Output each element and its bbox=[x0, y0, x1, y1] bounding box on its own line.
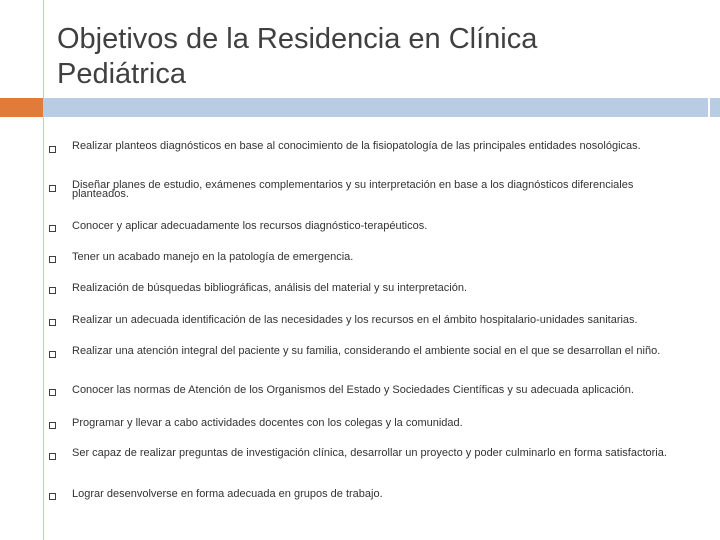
square-bullet-icon bbox=[49, 185, 56, 192]
square-bullet-icon bbox=[49, 453, 56, 460]
accent-blue-square bbox=[710, 98, 720, 117]
list-item-text: Realizar un adecuada identificación de las necesidades y los recursos en el ámbito hospitalario-unidades sanitarias. bbox=[72, 314, 638, 326]
list-item-text: Lograr desenvolverse en forma adecuada en grupos de trabajo. bbox=[72, 488, 383, 500]
square-bullet-icon bbox=[49, 351, 56, 358]
square-bullet-icon bbox=[49, 389, 56, 396]
list-item-text: Diseñar planes de estudio, exámenes complementarios y su interpretación en base a los diagnósticos diferenciales planteados. bbox=[72, 179, 634, 200]
list-item-text: Realizar planteos diagnósticos en base al conocimiento de la fisiopatología de las principales entidades nosológicas. bbox=[72, 140, 641, 152]
square-bullet-icon bbox=[49, 146, 56, 153]
square-bullet-icon bbox=[49, 225, 56, 232]
list-item-text: Realizar una atención integral del paciente y su familia, considerando el ambiente social en el que se desarrollan el niño. bbox=[72, 345, 661, 357]
accent-blue-bar bbox=[44, 98, 708, 117]
left-vertical-rule bbox=[43, 0, 44, 540]
square-bullet-icon bbox=[49, 287, 56, 294]
list-item-text: Realización de búsquedas bibliográficas, análisis del material y su interpretación. bbox=[72, 282, 467, 294]
slide-title-line2: Pediátrica bbox=[57, 58, 186, 90]
list-item-text: Ser capaz de realizar preguntas de investigación clínica, desarrollar un proyecto y poder culminarlo en forma satisfactoria. bbox=[72, 447, 667, 459]
list-item-text: Tener un acabado manejo en la patología de emergencia. bbox=[72, 251, 354, 263]
square-bullet-icon bbox=[49, 256, 56, 263]
slide-title-line1: Objetivos de la Residencia en Clínica bbox=[57, 23, 538, 55]
square-bullet-icon bbox=[49, 493, 56, 500]
list-item-text: Programar y llevar a cabo actividades docentes con los colegas y la comunidad. bbox=[72, 417, 463, 429]
square-bullet-icon bbox=[49, 319, 56, 326]
list-item-text: Conocer y aplicar adecuadamente los recursos diagnóstico-terapéuticos. bbox=[72, 220, 428, 232]
accent-orange-block bbox=[0, 98, 43, 117]
list-item-text: Conocer las normas de Atención de los Organismos del Estado y Sociedades Científicas y su adecuada aplicación. bbox=[72, 384, 634, 396]
square-bullet-icon bbox=[49, 422, 56, 429]
slide-title bbox=[57, 22, 697, 92]
